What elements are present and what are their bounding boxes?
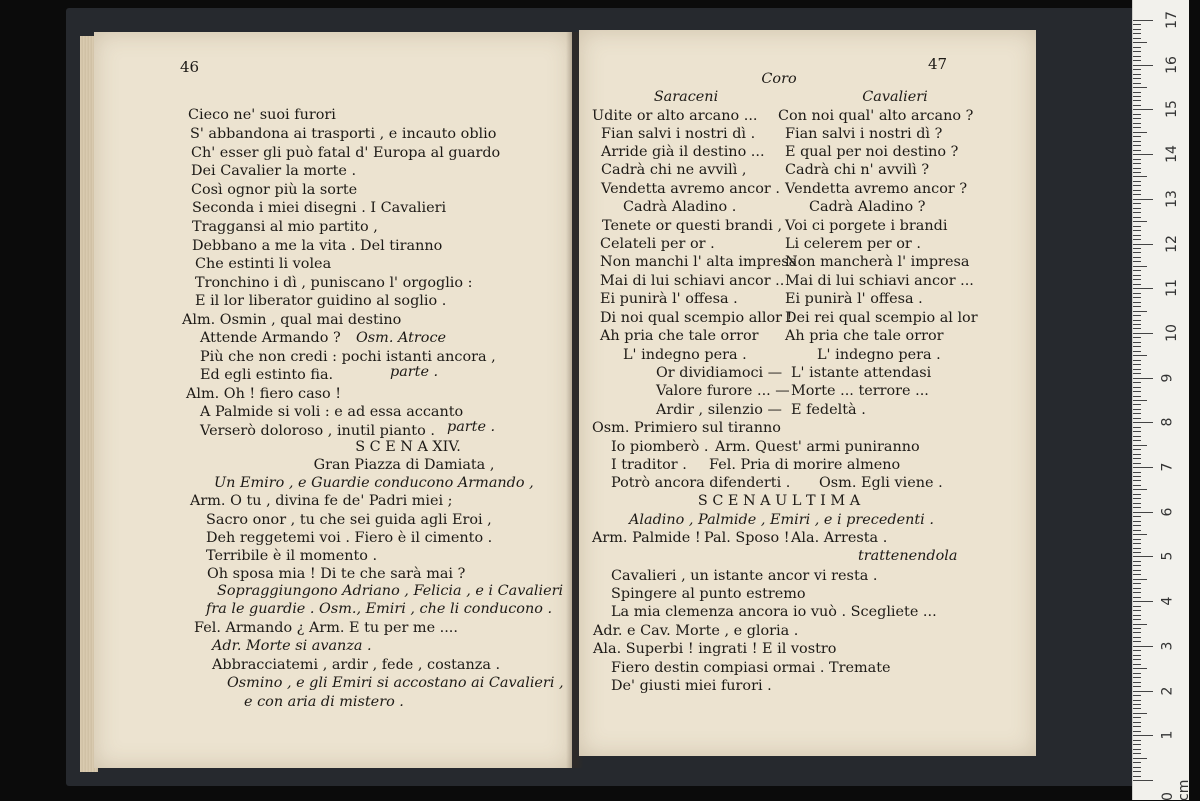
text-line: Coro bbox=[761, 71, 797, 87]
ruler-tick bbox=[1133, 409, 1141, 410]
ruler-tick bbox=[1133, 704, 1141, 705]
ruler-tick bbox=[1133, 735, 1153, 736]
text-line: Fel. Armando ¿ Arm. E tu per me .... bbox=[194, 620, 458, 636]
ruler-tick bbox=[1133, 369, 1141, 370]
ruler-tick bbox=[1133, 539, 1141, 540]
ruler-tick bbox=[1133, 38, 1141, 39]
ruler-tick bbox=[1133, 624, 1147, 625]
text-line: Morte ... terrore ... bbox=[791, 383, 929, 399]
text-line: Cadrà chi ne avvilì , bbox=[601, 162, 747, 178]
ruler-tick bbox=[1133, 454, 1141, 455]
ruler-tick bbox=[1133, 378, 1153, 379]
text-line: Un Emiro , e Guardie conducono Armando , bbox=[214, 475, 534, 491]
text-line: parte . bbox=[390, 364, 439, 380]
text-line: Ala. Superbi ! ingrati ! E il vostro bbox=[593, 641, 837, 657]
ruler-tick bbox=[1133, 252, 1141, 253]
text-line: Io piomberò . bbox=[611, 439, 709, 455]
ruler-tick bbox=[1133, 422, 1153, 423]
ruler-tick bbox=[1133, 548, 1141, 549]
ruler-tick bbox=[1133, 418, 1141, 419]
text-line: Adr. Morte si avanza . bbox=[212, 638, 372, 654]
ruler-label: 17 bbox=[1163, 11, 1180, 29]
ruler-tick bbox=[1133, 744, 1141, 745]
text-line: Gran Piazza di Damiata , bbox=[313, 457, 495, 473]
text-line: Osm. Egli viene . bbox=[819, 475, 943, 491]
ruler-tick bbox=[1133, 726, 1141, 727]
ruler-tick bbox=[1133, 69, 1141, 70]
ruler-tick bbox=[1133, 641, 1141, 642]
ruler-tick bbox=[1133, 767, 1141, 768]
text-line: trattenendola bbox=[858, 548, 958, 564]
ruler-label: 12 bbox=[1163, 234, 1180, 253]
ruler-tick bbox=[1133, 114, 1141, 115]
text-line: Ei punirà l' offesa . bbox=[600, 291, 738, 307]
text-line: Deh reggetemi voi . Fiero è il cimento . bbox=[206, 530, 493, 546]
ruler-tick bbox=[1133, 552, 1141, 553]
text-line: Spingere al punto estremo bbox=[611, 586, 806, 602]
text-line: Tenete or questi brandi , bbox=[602, 218, 783, 234]
ruler-tick bbox=[1133, 556, 1153, 557]
text-line: Arm. O tu , divina fe de' Padri miei ; bbox=[190, 493, 453, 509]
ruler-tick bbox=[1133, 100, 1141, 101]
text-line: Cavalieri bbox=[862, 89, 928, 105]
ruler-tick bbox=[1133, 498, 1141, 499]
ruler-tick bbox=[1133, 315, 1141, 316]
ruler-tick bbox=[1133, 615, 1141, 616]
text-line: Saraceni bbox=[653, 89, 719, 105]
text-line: Ala. Arresta . bbox=[791, 530, 888, 546]
ruler-tick bbox=[1133, 297, 1141, 298]
ruler-tick bbox=[1133, 485, 1141, 486]
ruler-tick bbox=[1133, 619, 1141, 620]
ruler-tick bbox=[1133, 597, 1141, 598]
ruler-tick bbox=[1133, 655, 1141, 656]
text-line: Oh sposa mia ! Di te che sarà mai ? bbox=[207, 566, 466, 582]
ruler-tick bbox=[1133, 659, 1141, 660]
ruler-tick bbox=[1133, 257, 1141, 258]
ruler-tick bbox=[1133, 458, 1141, 459]
ruler-label: 14 bbox=[1163, 145, 1180, 164]
text-line: Udite or alto arcano ... bbox=[592, 108, 758, 124]
text-line: Osm. Atroce bbox=[356, 330, 447, 346]
ruler-tick bbox=[1133, 302, 1141, 303]
ruler-tick bbox=[1133, 731, 1141, 732]
text-line: Cadrà Aladino ? bbox=[809, 199, 926, 215]
ruler-tick bbox=[1133, 51, 1141, 52]
ruler-tick bbox=[1133, 436, 1141, 437]
text-line: Arride già il destino ... bbox=[601, 144, 765, 160]
ruler-tick bbox=[1133, 346, 1141, 347]
text-line: Vendetta avremo ancor ? bbox=[785, 181, 968, 197]
ruler-tick bbox=[1133, 109, 1153, 110]
ruler-tick bbox=[1133, 24, 1141, 25]
ruler-tick bbox=[1133, 664, 1141, 665]
text-line: Tronchino i dì , puniscano l' orgoglio : bbox=[195, 275, 473, 291]
ruler-tick bbox=[1133, 668, 1147, 669]
text-line: Celateli per or . bbox=[600, 236, 715, 252]
ruler-tick bbox=[1133, 203, 1141, 204]
ruler-tick bbox=[1133, 132, 1147, 133]
text-line: Ah pria che tale orror bbox=[600, 328, 759, 344]
ruler-label: 10 bbox=[1163, 324, 1180, 342]
ruler-tick bbox=[1133, 507, 1141, 508]
ruler-tick bbox=[1133, 673, 1141, 674]
text-line: Arm. Quest' armi puniranno bbox=[715, 439, 920, 455]
text-line: Terribile è il momento . bbox=[206, 548, 378, 564]
ruler-tick bbox=[1133, 87, 1147, 88]
text-line: Potrò ancora difenderti . bbox=[611, 475, 791, 491]
text-line: Voi ci porgete i brandi bbox=[785, 218, 948, 234]
text-line: Così ognor più la sorte bbox=[191, 182, 358, 198]
ruler-tick bbox=[1133, 311, 1147, 312]
ruler-tick bbox=[1133, 686, 1141, 687]
text-line: E qual per noi destino ? bbox=[785, 144, 959, 160]
ruler-tick bbox=[1133, 279, 1141, 280]
ruler-tick bbox=[1133, 776, 1141, 777]
text-line: Seconda i miei disegni . I Cavalieri bbox=[192, 200, 447, 216]
text-line: Mai di lui schiavi ancor ... bbox=[785, 273, 974, 289]
right-page bbox=[579, 30, 1036, 756]
text-line: Abbracciatemi , ardir , fede , costanza . bbox=[212, 657, 501, 673]
text-line: De' giusti miei furori . bbox=[611, 678, 772, 694]
text-line: Debbano a me la vita . Del tiranno bbox=[192, 238, 443, 254]
ruler-tick bbox=[1133, 771, 1141, 772]
ruler-label: 7 bbox=[1159, 462, 1176, 472]
ruler-tick bbox=[1133, 503, 1141, 504]
text-line: Dei rei qual scempio al lor bbox=[785, 310, 978, 326]
text-line: Alm. Osmin , qual mai destino bbox=[182, 312, 402, 328]
ruler-label: 5 bbox=[1159, 552, 1176, 561]
text-line: Fel. Pria di morire almeno bbox=[709, 457, 901, 473]
ruler-tick bbox=[1133, 172, 1141, 173]
ruler-tick bbox=[1133, 226, 1141, 227]
page-number: 46 bbox=[180, 58, 200, 76]
ruler-tick bbox=[1133, 646, 1153, 647]
ruler-tick bbox=[1133, 525, 1141, 526]
ruler-tick bbox=[1133, 261, 1141, 262]
text-line: Or dividiamoci — bbox=[656, 365, 783, 381]
ruler-tick bbox=[1133, 320, 1141, 321]
text-line: fra le guardie . Osm., Emiri , che li conducono . bbox=[206, 601, 553, 617]
ruler-tick bbox=[1133, 33, 1141, 34]
text-line: Fian salvi i nostri dì ? bbox=[785, 126, 943, 142]
ruler-tick bbox=[1133, 396, 1141, 397]
ruler-label: 15 bbox=[1163, 100, 1180, 119]
ruler-tick bbox=[1133, 404, 1141, 405]
ruler-label: 9 bbox=[1159, 373, 1176, 383]
ruler-tick bbox=[1133, 364, 1141, 365]
text-line: Traggansi al mio partito , bbox=[192, 219, 378, 235]
text-line: E il lor liberator guidino al soglio . bbox=[195, 293, 447, 309]
ruler-tick bbox=[1133, 92, 1141, 93]
ruler-tick bbox=[1133, 159, 1141, 160]
text-line: Ed egli estinto fia. bbox=[200, 367, 334, 383]
text-line: L' indegno pera . bbox=[817, 347, 941, 363]
text-line: I traditor . bbox=[611, 457, 687, 473]
ruler-tick bbox=[1133, 74, 1141, 75]
ruler-tick bbox=[1133, 489, 1147, 490]
ruler-tick bbox=[1133, 682, 1141, 683]
ruler-tick bbox=[1133, 42, 1147, 43]
ruler-tick bbox=[1133, 337, 1141, 338]
ruler-tick bbox=[1133, 467, 1153, 468]
ruler-tick bbox=[1133, 328, 1141, 329]
text-line: Cieco ne' suoi furori bbox=[188, 107, 336, 123]
ruler-tick bbox=[1133, 753, 1141, 754]
ruler-label: 4 bbox=[1159, 596, 1176, 606]
text-line: Vendetta avremo ancor . bbox=[601, 181, 780, 197]
ruler-tick bbox=[1133, 740, 1141, 741]
ruler-tick bbox=[1133, 400, 1147, 401]
ruler-tick bbox=[1133, 561, 1141, 562]
text-line: Cadrà chi n' avvilì ? bbox=[785, 162, 930, 178]
text-line: Osmino , e gli Emiri si accostano ai Cavalieri , bbox=[227, 675, 564, 691]
ruler-tick bbox=[1133, 758, 1147, 759]
ruler-tick bbox=[1133, 713, 1147, 714]
text-line: Mai di lui schiavi ancor .. bbox=[600, 273, 785, 289]
ruler-tick bbox=[1133, 83, 1141, 84]
ruler-tick bbox=[1133, 293, 1141, 294]
text-line: Li celerem per or . bbox=[785, 236, 921, 252]
text-line: Alm. Oh ! fiero caso ! bbox=[186, 386, 342, 402]
ruler-tick bbox=[1133, 610, 1141, 611]
ruler-tick bbox=[1133, 96, 1141, 97]
text-line: Ch' esser gli può fatal d' Europa al guardo bbox=[191, 145, 501, 161]
text-line: S C E N A XIV. bbox=[355, 439, 461, 455]
ruler-tick bbox=[1133, 141, 1141, 142]
text-line: Aladino , Palmide , Emiri , e i precedenti . bbox=[629, 512, 934, 528]
text-line: Osm. Primiero sul tiranno bbox=[592, 420, 781, 436]
text-line: Non manchi l' alta impresa bbox=[600, 254, 798, 270]
ruler-tick bbox=[1133, 543, 1141, 544]
text-line: L' indegno pera . bbox=[623, 347, 747, 363]
ruler-tick bbox=[1133, 284, 1141, 285]
ruler-tick bbox=[1133, 579, 1147, 580]
ruler-tick bbox=[1133, 445, 1147, 446]
ruler-tick bbox=[1133, 360, 1141, 361]
text-line: Con noi qual' alto arcano ? bbox=[778, 108, 974, 124]
text-line: Ei punirà l' offesa . bbox=[785, 291, 923, 307]
text-line: Sopraggiungono Adriano , Felicia , e i Cavalieri bbox=[217, 583, 564, 599]
ruler-tick bbox=[1133, 373, 1141, 374]
ruler-tick bbox=[1133, 632, 1141, 633]
ruler-tick bbox=[1133, 324, 1141, 325]
ruler-tick bbox=[1133, 708, 1141, 709]
text-line: La mia clemenza ancora io vuò . Scegliete ... bbox=[611, 604, 937, 620]
text-line: Adr. e Cav. Morte , e gloria . bbox=[593, 623, 799, 639]
ruler-tick bbox=[1133, 239, 1141, 240]
ruler-tick bbox=[1133, 288, 1153, 289]
ruler-tick bbox=[1133, 387, 1141, 388]
text-line: Fiero destin compiasi ormai . Tremate bbox=[611, 660, 891, 676]
ruler-tick bbox=[1133, 691, 1153, 692]
ruler-label: 11 bbox=[1163, 279, 1180, 298]
text-line: Più che non credi : pochi istanti ancora , bbox=[200, 349, 496, 365]
text-line: Valore furore ... — bbox=[656, 383, 790, 399]
ruler-tick bbox=[1133, 592, 1141, 593]
ruler-tick bbox=[1133, 440, 1141, 441]
ruler-tick bbox=[1133, 476, 1141, 477]
ruler-tick bbox=[1133, 150, 1141, 151]
ruler-tick bbox=[1133, 463, 1141, 464]
ruler-label: 0 cm bbox=[1160, 779, 1192, 801]
ruler-tick bbox=[1133, 163, 1141, 164]
text-line: Pal. Sposo ! bbox=[704, 530, 790, 546]
ruler-tick bbox=[1133, 427, 1141, 428]
text-line: Fian salvi i nostri dì . bbox=[601, 126, 756, 142]
ruler-tick bbox=[1133, 78, 1141, 79]
ruler-tick bbox=[1133, 306, 1141, 307]
ruler-tick bbox=[1133, 472, 1141, 473]
ruler-tick bbox=[1133, 449, 1141, 450]
ruler-tick bbox=[1133, 127, 1141, 128]
text-line: S C E N A U L T I M A bbox=[697, 493, 861, 509]
ruler-tick bbox=[1133, 351, 1141, 352]
ruler-tick bbox=[1133, 342, 1141, 343]
ruler-tick bbox=[1133, 208, 1141, 209]
ruler-tick bbox=[1133, 118, 1141, 119]
ruler-tick bbox=[1133, 570, 1141, 571]
ruler-tick bbox=[1133, 530, 1141, 531]
ruler-tick bbox=[1133, 717, 1141, 718]
ruler-tick bbox=[1133, 244, 1153, 245]
text-line: E fedeltà . bbox=[791, 402, 866, 418]
ruler-tick bbox=[1133, 480, 1141, 481]
text-line: Ah pria che tale orror bbox=[785, 328, 944, 344]
page-number: 47 bbox=[928, 55, 948, 73]
ruler-tick bbox=[1133, 221, 1147, 222]
ruler-label: 13 bbox=[1163, 189, 1180, 208]
ruler-label: 3 bbox=[1159, 641, 1176, 651]
ruler-tick bbox=[1133, 413, 1141, 414]
ruler-label: 16 bbox=[1163, 55, 1180, 74]
text-line: Sacro onor , tu che sei guida agli Eroi , bbox=[206, 512, 492, 528]
ruler-label: 8 bbox=[1159, 417, 1176, 427]
text-line: Che estinti li volea bbox=[195, 256, 332, 272]
text-line: Cavalieri , un istante ancor vi resta . bbox=[611, 568, 878, 584]
measurement-ruler bbox=[1132, 0, 1192, 801]
ruler-tick bbox=[1133, 521, 1141, 522]
ruler-tick bbox=[1133, 248, 1141, 249]
ruler-tick bbox=[1133, 534, 1147, 535]
ruler-tick bbox=[1133, 355, 1147, 356]
ruler-tick bbox=[1133, 565, 1141, 566]
text-line: S' abbandona ai trasporti , e incauto oblio bbox=[190, 126, 497, 142]
text-line: A Palmide si voli : e ad essa accanto bbox=[200, 404, 464, 420]
text-line: Ardir , silenzio — bbox=[656, 402, 782, 418]
text-line: e con aria di mistero . bbox=[244, 694, 404, 710]
ruler-tick bbox=[1133, 123, 1141, 124]
ruler-tick bbox=[1133, 217, 1141, 218]
left-page bbox=[94, 32, 572, 768]
text-line: Non mancherà l' impresa bbox=[785, 254, 970, 270]
ruler-tick bbox=[1133, 20, 1153, 21]
text-line: Arm. Palmide ! bbox=[592, 530, 701, 546]
ruler-label: 6 bbox=[1159, 507, 1176, 517]
ruler-tick bbox=[1133, 235, 1141, 236]
text-line: L' istante attendasi bbox=[791, 365, 932, 381]
ruler-tick bbox=[1133, 749, 1141, 750]
ruler-tick bbox=[1133, 391, 1141, 392]
ruler-tick bbox=[1133, 266, 1147, 267]
ruler-tick bbox=[1133, 516, 1141, 517]
ruler-tick bbox=[1133, 185, 1141, 186]
ruler-tick bbox=[1133, 700, 1141, 701]
ruler-tick bbox=[1133, 583, 1141, 584]
text-line: Attende Armando ? bbox=[200, 330, 341, 346]
text-line: Cadrà Aladino . bbox=[623, 199, 737, 215]
ruler-tick bbox=[1133, 190, 1141, 191]
ruler-tick bbox=[1133, 181, 1141, 182]
ruler-tick bbox=[1133, 762, 1141, 763]
ruler-tick bbox=[1133, 637, 1141, 638]
ruler-tick bbox=[1133, 154, 1153, 155]
ruler-tick bbox=[1133, 494, 1141, 495]
ruler-tick bbox=[1133, 275, 1141, 276]
ruler-tick bbox=[1133, 60, 1141, 61]
ruler-tick bbox=[1133, 47, 1141, 48]
ruler-tick bbox=[1133, 333, 1153, 334]
ruler-tick bbox=[1133, 56, 1141, 57]
ruler-tick bbox=[1133, 382, 1141, 383]
text-line: Di noi qual scempio allor ! bbox=[600, 310, 793, 326]
ruler-tick bbox=[1133, 176, 1147, 177]
ruler-tick bbox=[1133, 606, 1141, 607]
ruler-tick bbox=[1133, 601, 1153, 602]
ruler-label: 1 bbox=[1159, 730, 1176, 740]
ruler-tick bbox=[1133, 199, 1153, 200]
ruler-tick bbox=[1133, 431, 1141, 432]
ruler-tick bbox=[1133, 136, 1141, 137]
ruler-tick bbox=[1133, 722, 1141, 723]
ruler-tick bbox=[1133, 168, 1141, 169]
ruler-tick bbox=[1133, 677, 1141, 678]
ruler-tick bbox=[1133, 695, 1141, 696]
ruler-tick bbox=[1133, 212, 1141, 213]
ruler-tick bbox=[1133, 194, 1141, 195]
ruler-tick bbox=[1133, 650, 1141, 651]
ruler-tick bbox=[1133, 105, 1141, 106]
ruler-tick bbox=[1133, 65, 1153, 66]
ruler-tick bbox=[1133, 574, 1141, 575]
ruler-tick bbox=[1133, 780, 1153, 781]
ruler-tick bbox=[1133, 270, 1141, 271]
ruler-tick bbox=[1133, 29, 1141, 30]
ruler-tick bbox=[1133, 145, 1141, 146]
text-line: Verserò doloroso , inutil pianto . bbox=[200, 423, 435, 439]
ruler-tick bbox=[1133, 230, 1141, 231]
text-line: Dei Cavalier la morte . bbox=[191, 163, 357, 179]
ruler-tick bbox=[1133, 588, 1141, 589]
ruler-label: 2 bbox=[1159, 686, 1176, 696]
text-line: parte . bbox=[447, 419, 496, 435]
ruler-tick bbox=[1133, 512, 1153, 513]
ruler-tick bbox=[1133, 628, 1141, 629]
